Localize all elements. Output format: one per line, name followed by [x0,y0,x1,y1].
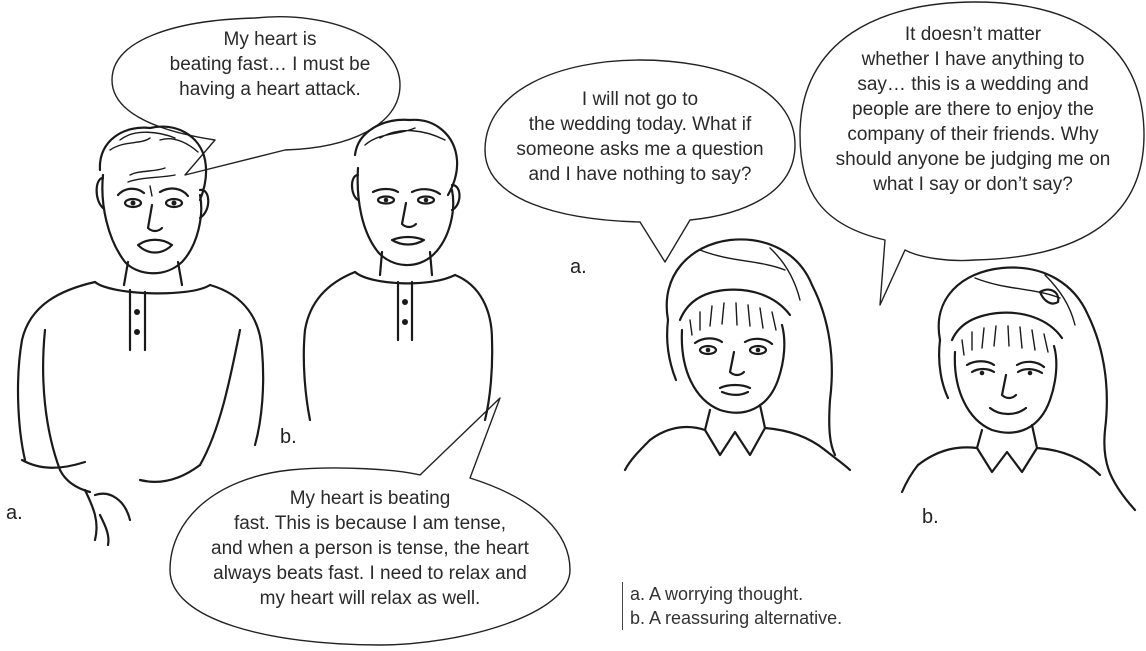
bubble-text-man-worry: My heart is beating fast… I must be having a heart attack. [169,29,371,100]
legend-line-a: a. A worrying thought. [630,584,804,604]
woman-worried-figure [625,239,850,470]
man-calm-figure [304,120,492,420]
woman-reassured-figure [902,268,1135,510]
label-man-b: b. [280,426,297,448]
legend-line-b: b. A reassuring alternative. [630,608,843,628]
bubble-text-woman-worry: I will not go to the wedding today. What if someone asks me a question and I have nothing to say? [516,89,764,185]
legend [622,582,842,630]
bubble-text-man-reassure: My heart is beating fast. This is because I am tense, and when a person is tense, the heart always beats fast. I need to relax and my heart will relax as well. [211,488,529,609]
label-man-a: a. [6,502,23,524]
bubble-text-woman-reassure: It doesn’t matter whether I have anything to say… this is a wedding and people are there to enjoy the company of their friends. Why should anyone be judging me on what I say or don’t say? [835,24,1111,195]
man-worried-figure [18,127,263,545]
label-woman-b: b. [922,506,939,528]
label-woman-a: a. [570,256,587,278]
